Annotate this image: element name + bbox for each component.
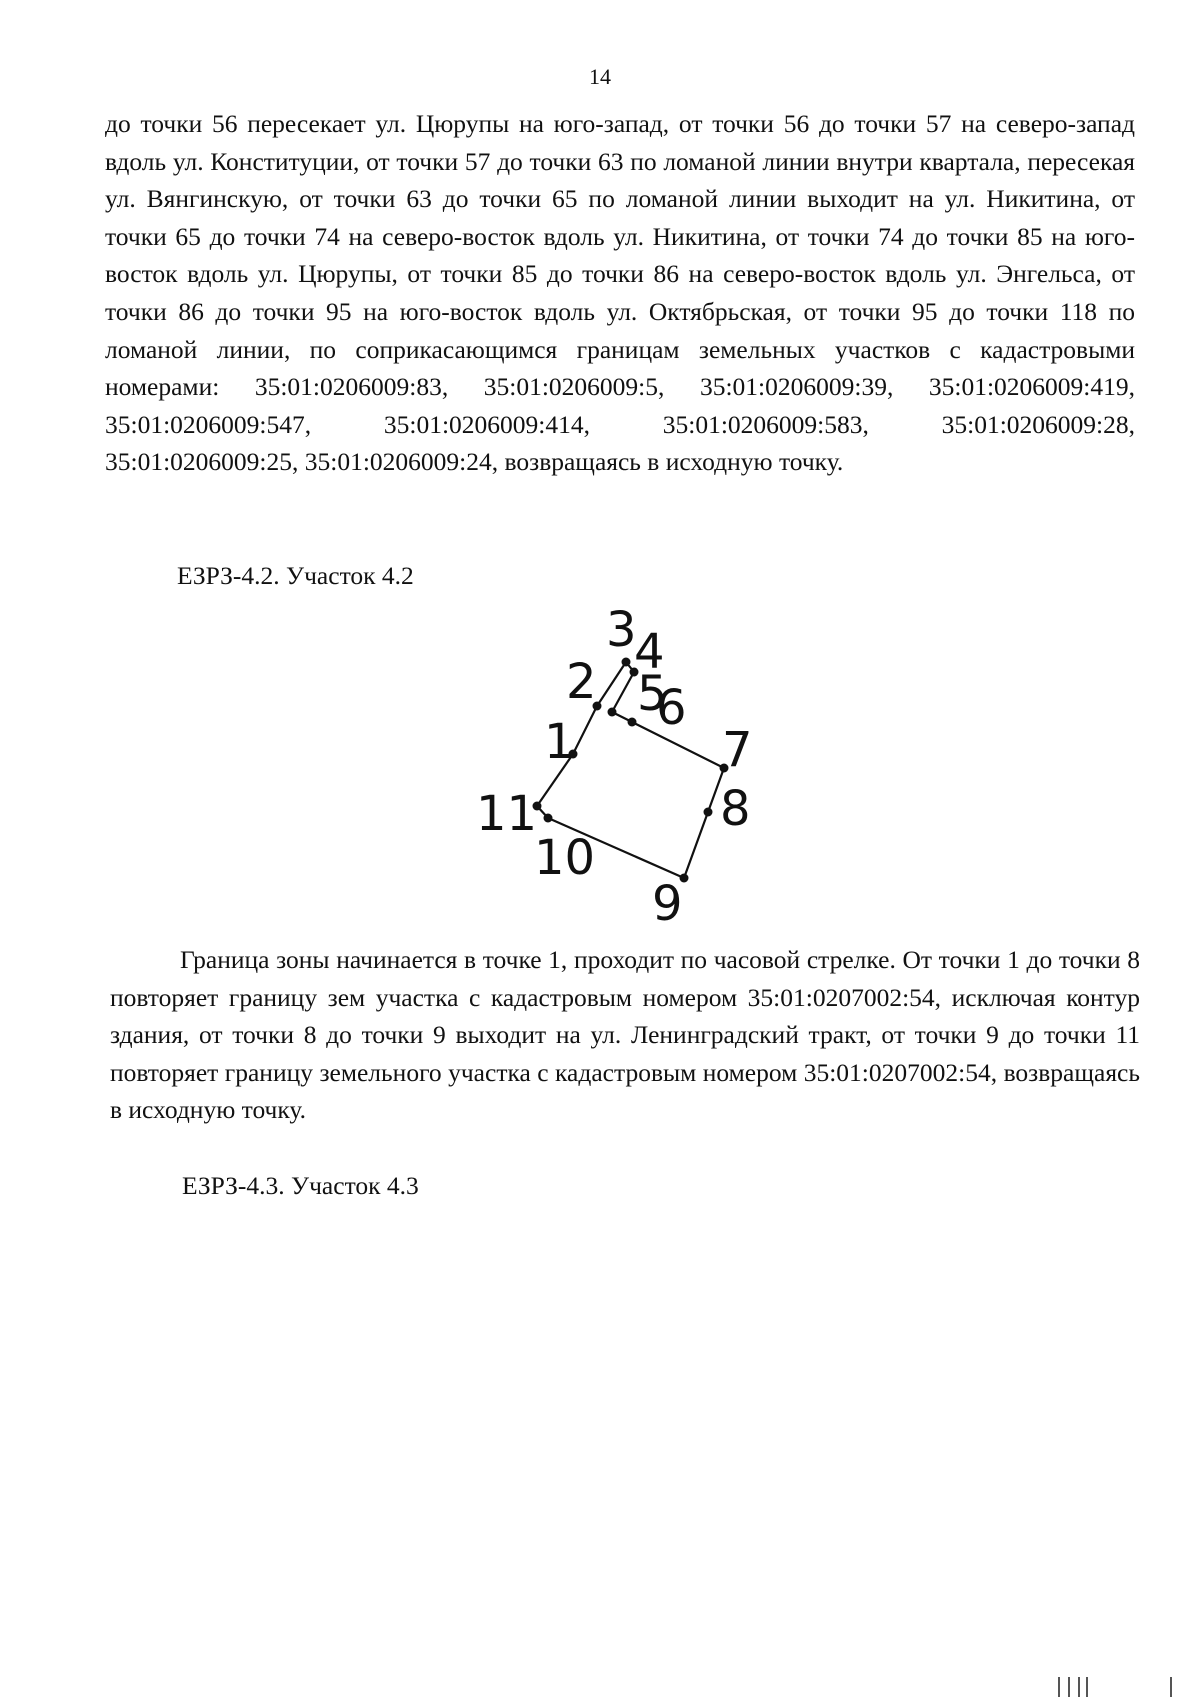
point-label-7: 7 [722,722,753,778]
scan-mark-5 [1170,1677,1172,1697]
point-label-4: 4 [634,624,665,680]
point-label-6: 6 [656,680,687,736]
vertex-3 [622,658,631,667]
edge-2-3 [597,662,626,706]
paragraph-zone-description: Граница зоны начинается в точке 1, проходит по часовой стрелке. От точки 1 до точки 8 повторяет границу зем участка с кадастровым номером 35:01:0207002:54, исключая контур здания, от точки 8 до точки 9 выходит на ул. Ленинградский тракт, от точки 9 до точки 11 повторяет границу земельного участка с кадастровым номером 35:01:0207002:54, возвращаясь в исходную точку. [110,945,1140,1125]
paragraph-boundary-continuation: до точки 56 пересекает ул. Цюрупы на юго-запад, от точки 56 до точки 57 на северо-запад вдоль ул. Конституции, от точки 57 до точки 63 по ломаной линии внутри квартала, пересекая ул. Вянгинскую, от точки 63 до точки 65 по ломаной линии выходит на ул. Никитина, от точки 65 до точки 74 на северо-восток вдоль ул. Никитина, от точки 74 до точки 85 на юго-восток вдоль ул. Цюрупы, от точки 85 до точки 86 на северо-восток вдоль ул. Энгельса, от точки 86 до точки 95 на юго-восток вдоль ул. Октябрьская, от точки 95 до точки 118 по ломаной линии, по соприкасающимся границам земельных участков с кадастровыми номерами: 35:01:0206009:83, 35:01:0206009:5, 35:01:0206009:39, 35:01:0206009:419, 35:01:0206009:547, 35:01:0206009:414, 35:01:0206009:583, 35:01:0206009:28, 35:01:0206009:25, 35:01:0206009:24, возвращаясь в исходную точку. [105,109,1135,477]
edge-8-9 [684,812,708,878]
scan-mark-1 [1058,1677,1060,1697]
point-label-11: 11 [476,786,538,842]
vertex-6 [628,718,637,727]
edge-1-2 [573,706,597,754]
scan-mark-3 [1078,1677,1080,1697]
point-labels [476,602,753,932]
scan-mark-2 [1068,1677,1070,1697]
scan-mark-4 [1086,1677,1088,1697]
boundary-scheme-4-2 [460,598,790,938]
point-label-8: 8 [720,781,751,837]
point-label-1: 1 [544,714,575,770]
heading-section-4-2: ЕЗРЗ-4.2. Участок 4.2 [177,561,414,590]
vertex-10 [544,814,553,823]
heading-section-4-3: ЕЗРЗ-4.3. Участок 4.3 [182,1171,419,1200]
point-label-2: 2 [566,654,597,710]
page-number: 14 [589,64,611,89]
vertex-8 [704,808,713,817]
point-label-10: 10 [534,830,596,886]
point-label-9: 9 [652,876,683,932]
point-label-3: 3 [606,602,637,658]
vertex-5 [608,708,617,717]
point-label-5: 5 [637,666,668,722]
